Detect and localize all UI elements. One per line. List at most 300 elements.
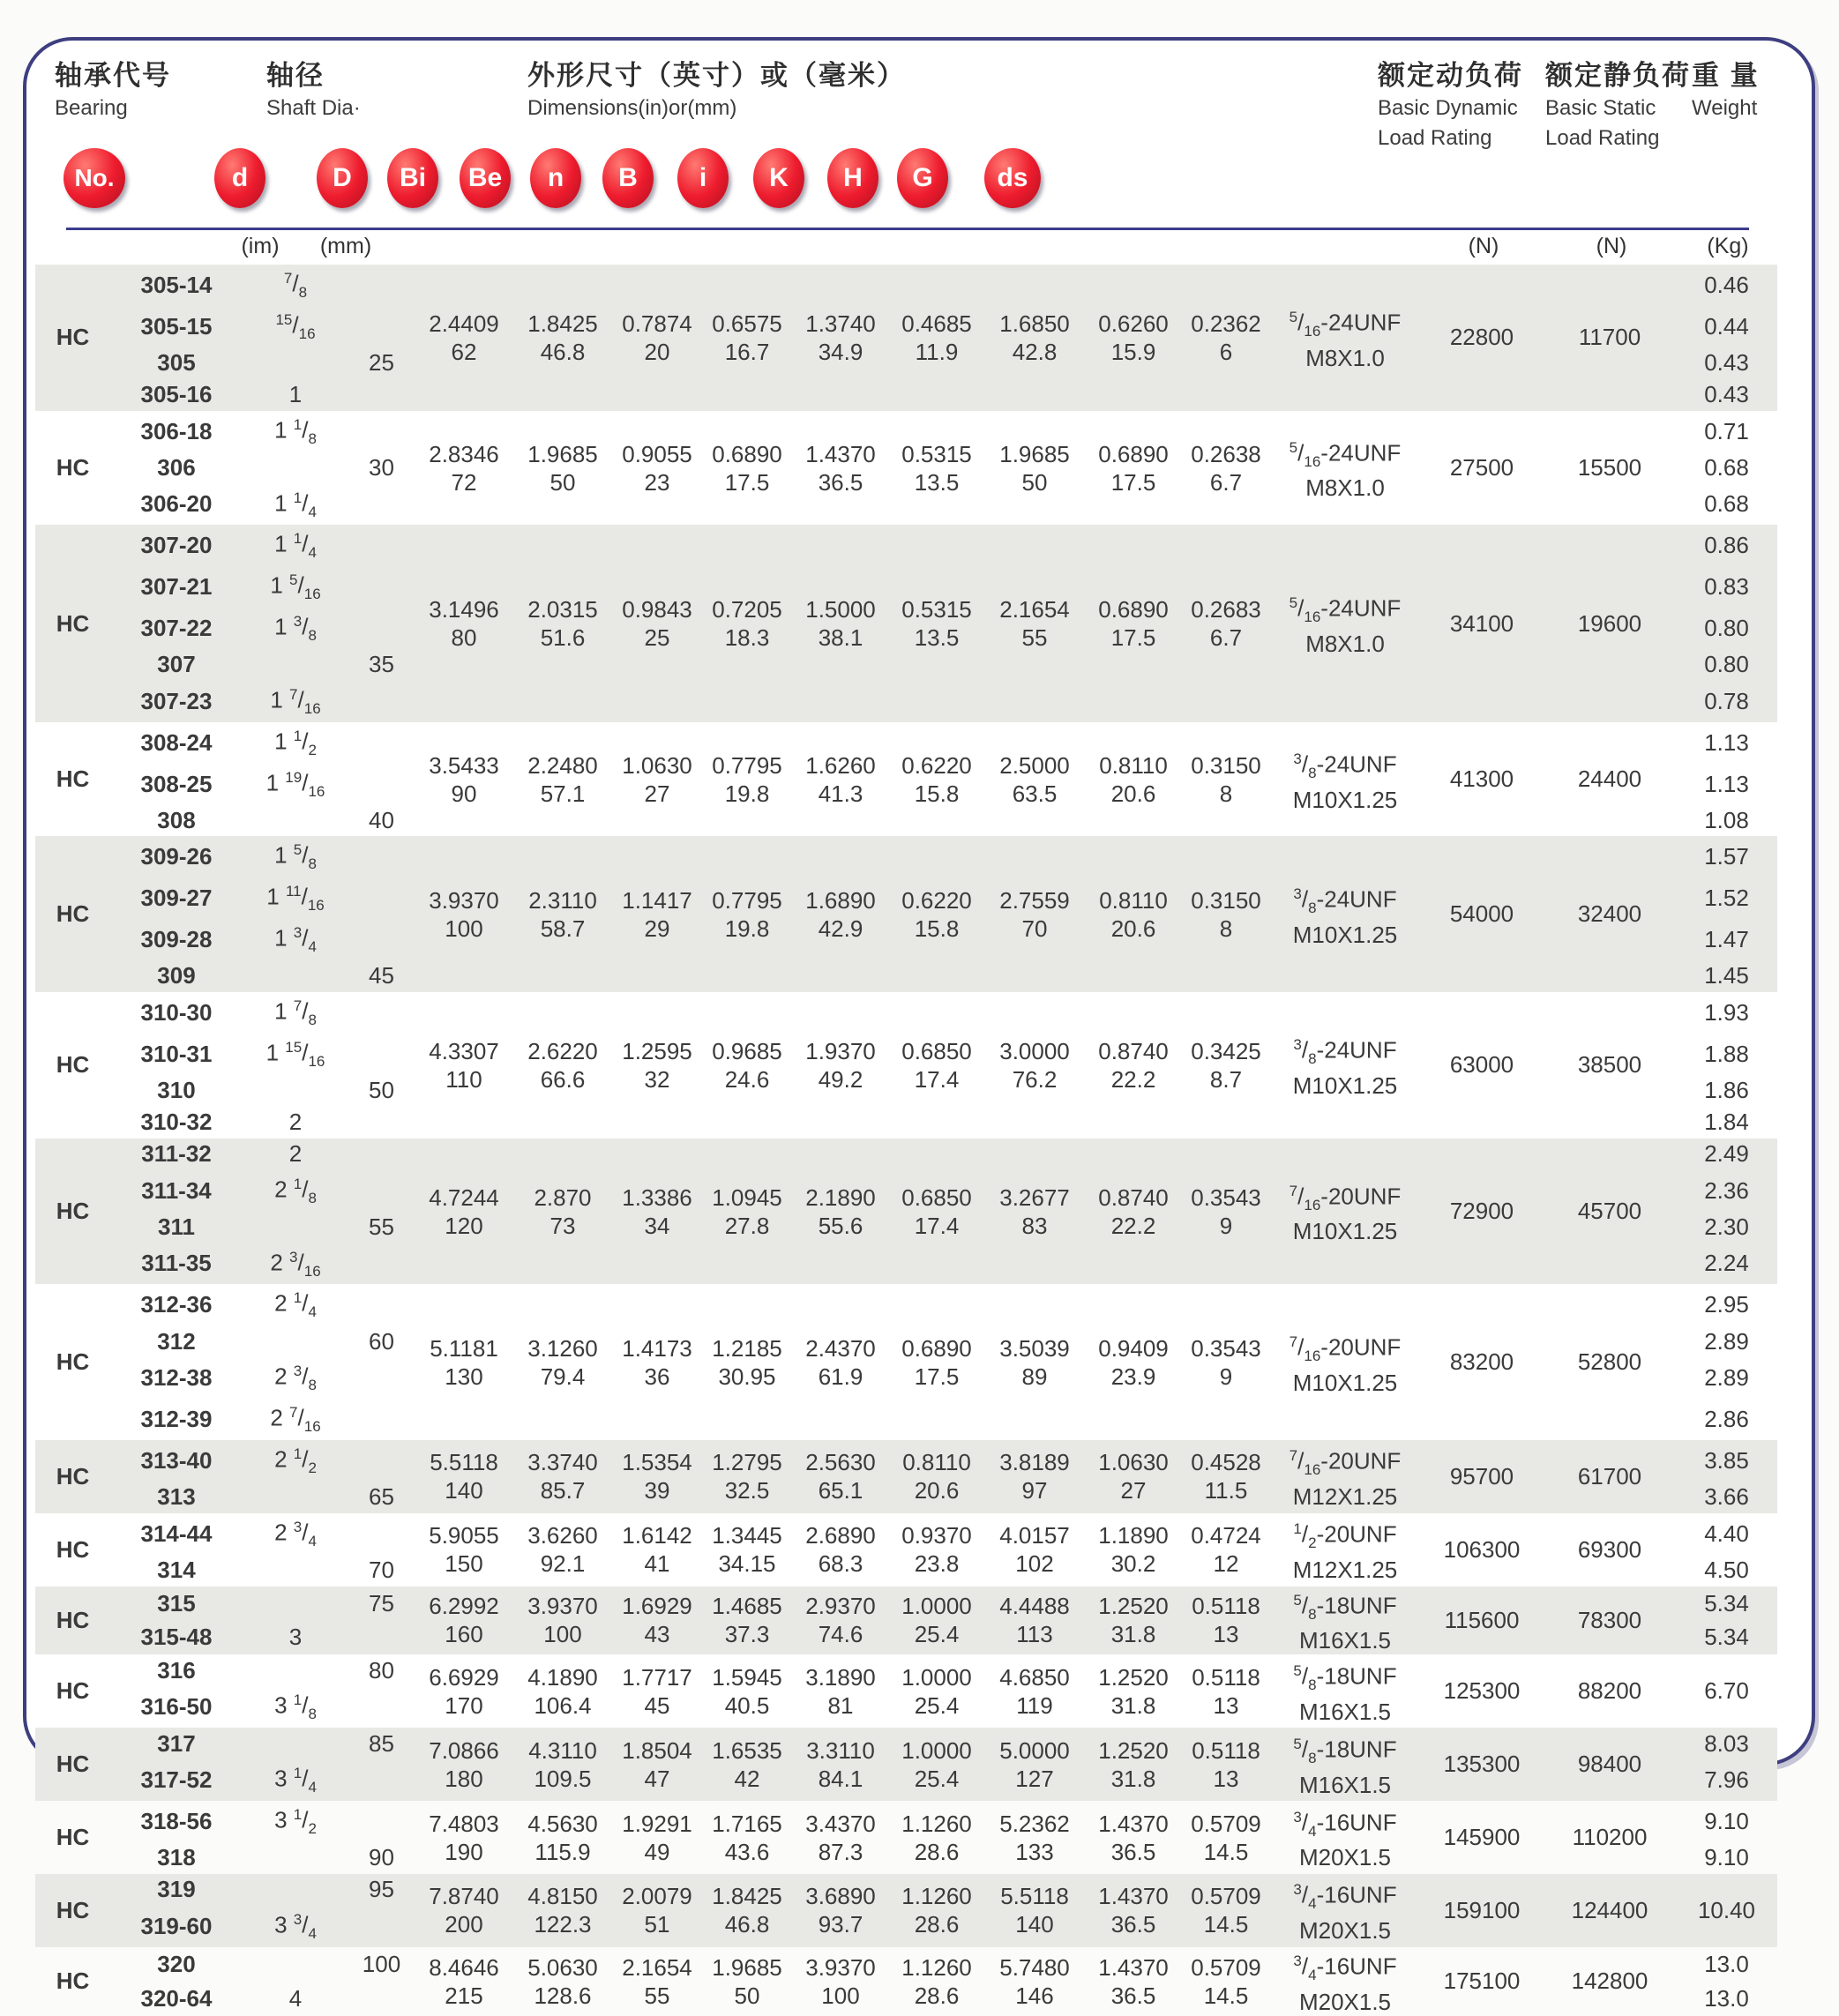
weight-value: 10.40 (1676, 1874, 1777, 1947)
header-divider (66, 228, 1749, 230)
shaft-dia-mm: 70 (369, 1557, 394, 1584)
dim-D: 7.4803 190 (429, 1810, 499, 1865)
dim-K: 4.4488 113 (984, 1587, 1085, 1655)
static-load-value: 98400 (1544, 1728, 1676, 1801)
shaft-dia-mm: 55 (348, 1212, 415, 1243)
dim-H: 0.8110 20.6 (1099, 751, 1168, 807)
dim-D: 3.1496 80 (415, 525, 513, 721)
dim-Bi: 3.6260 92.1 (527, 1522, 598, 1578)
dim-n: 0.7795 19.8 (702, 836, 792, 992)
bearing-no: 312-38 (140, 1364, 213, 1392)
header-weight (1692, 60, 1760, 122)
header-bearing-en: Bearing (55, 96, 128, 120)
unit-shaft-in: (im) (241, 234, 280, 258)
group-prefix: HC (56, 1535, 90, 1563)
dim-B: 2.9370 74.6 (792, 1587, 889, 1655)
weight-value: 0.44 (1676, 306, 1777, 347)
shaft-dia-in: 3 $^3/_4$ (243, 1906, 348, 1947)
shaft-dia-mm (348, 764, 415, 805)
static-load-value: 78300 (1544, 1587, 1676, 1655)
dim-n: 0.6890 17.5 (712, 440, 782, 496)
dynamic-load-value: 175100 (1443, 1967, 1521, 1995)
bearing-no: 307 (110, 649, 243, 681)
dim-G: 0.3543 9 (1191, 1334, 1261, 1390)
static-load-value: 88200 (1577, 1677, 1642, 1705)
shaft-dia-in (243, 347, 348, 379)
shaft-dia-mm (348, 1357, 415, 1399)
dim-i: 0.9370 23.8 (901, 1522, 972, 1578)
dim-n: 1.5945 40.5 (712, 1663, 782, 1719)
dim-G: 0.5118 13 (1192, 1663, 1260, 1719)
shaft-dia-mm (348, 411, 415, 452)
bearing-no: 319 (110, 1874, 243, 1906)
header-dynamic-load-zh: 额定动负荷 (1378, 60, 1523, 91)
shaft-dia-mm: 80 (369, 1656, 394, 1684)
bearing-no: 308 (157, 806, 196, 833)
dim-Be: 1.2595 32 (622, 1037, 692, 1093)
static-load-value: 61700 (1544, 1440, 1676, 1513)
shaft-dia-mm (348, 1034, 415, 1075)
bearing-no: 307-22 (110, 608, 243, 649)
dim-Be: 1.3386 34 (612, 1139, 702, 1285)
dim-D: 5.1181 130 (430, 1334, 498, 1390)
column-badge-K: K (753, 148, 804, 208)
dim-G: 0.4528 11.5 (1182, 1440, 1270, 1513)
header-dynamic-load-en2: Load Rating (1378, 126, 1492, 150)
dim-n: 1.8425 46.8 (702, 1874, 792, 1947)
column-badge-no: No. (64, 148, 125, 208)
dim-Be: 0.7874 20 (612, 265, 702, 411)
dim-ds: $^7/_{16}-20UNF$ M12X1.25 (1270, 1440, 1420, 1513)
bearing-no: 309 (110, 960, 243, 992)
bearing-no: 309-26 (110, 836, 243, 877)
static-load-value: 45700 (1544, 1139, 1676, 1285)
dim-K: 4.0157 102 (999, 1522, 1070, 1578)
dim-G: 0.3150 8 (1182, 836, 1270, 992)
shaft-dia-mm (348, 836, 415, 877)
group-prefix: HC (56, 1824, 90, 1851)
table-row (35, 1440, 1777, 1482)
bearing-no: 318-56 (140, 1808, 213, 1835)
dim-i: 1.1260 28.6 (901, 1953, 972, 2009)
dim-ds: $^3/_4-16UNF$ M20X1.5 (1293, 1952, 1397, 2015)
dynamic-load-value: 125300 (1443, 1677, 1521, 1705)
shaft-dia-mm (348, 1801, 415, 1842)
weight-value: 0.78 (1676, 681, 1777, 722)
shaft-dia-mm (348, 1759, 415, 1801)
bearing-no: 317 (110, 1728, 243, 1759)
group-prefix: HC (35, 1874, 110, 1947)
dim-i: 0.6850 17.4 (889, 1139, 984, 1285)
weight-value: 0.71 (1704, 417, 1749, 444)
column-badge-n: n (530, 148, 581, 208)
dim-B: 3.3110 84.1 (792, 1728, 889, 1801)
dim-Bi: 4.8150 122.3 (513, 1874, 612, 1947)
shaft-dia-mm: 25 (348, 347, 415, 379)
weight-value: 0.43 (1676, 347, 1777, 379)
static-load-value: 142800 (1571, 1967, 1648, 1995)
shaft-dia-mm (348, 722, 415, 764)
dim-ds: $^3/_8-24UNF$ M10X1.25 (1292, 750, 1398, 813)
shaft-dia-in: 3 $^1/_8$ (274, 1691, 317, 1723)
bearing-no: 307-20 (110, 525, 243, 566)
dim-G: 0.5118 13 (1182, 1728, 1270, 1801)
dim-n: 1.2185 30.95 (712, 1334, 782, 1390)
shaft-dia-in: 1 $^3/_4$ (243, 919, 348, 960)
dim-B: 1.5000 38.1 (792, 525, 889, 721)
bearing-no: 312-39 (140, 1405, 213, 1432)
static-load-value: 11700 (1544, 265, 1676, 411)
shaft-dia-in: 2 $^1/_4$ (274, 1289, 317, 1321)
header-dimensions-en: Dimensions(in)or(mm) (527, 96, 737, 120)
table-row (35, 1587, 1777, 1621)
weight-value: 0.68 (1704, 490, 1749, 518)
dim-ds: $^5/_{16}-24UNF$ M8X1.0 (1270, 525, 1420, 721)
dim-K: 2.7559 70 (984, 836, 1085, 992)
weight-value: 1.13 (1704, 770, 1749, 797)
bearing-no: 315 (110, 1587, 243, 1621)
dim-K: 4.6850 119 (999, 1663, 1070, 1719)
table-row (35, 1513, 1777, 1555)
dim-i: 0.4685 11.9 (889, 265, 984, 411)
shaft-dia-in: $^{15}/_{16}$ (243, 306, 348, 347)
dim-H: 1.2520 31.8 (1098, 1663, 1169, 1719)
dim-Be: 1.7717 45 (622, 1663, 692, 1719)
group-prefix: HC (56, 454, 90, 482)
table-row (35, 992, 1777, 1034)
shaft-dia-in (243, 1482, 348, 1513)
dim-Be: 0.9055 23 (622, 440, 692, 496)
dynamic-load-value: 22800 (1420, 265, 1544, 411)
bearing-table (35, 265, 1777, 2016)
dim-D: 6.2992 160 (415, 1587, 513, 1655)
bearing-no: 307-23 (110, 681, 243, 722)
shaft-dia-in: 2 $^7/_{16}$ (270, 1404, 321, 1435)
dim-Be: 1.4173 36 (622, 1334, 692, 1390)
bearing-no: 317-52 (110, 1759, 243, 1801)
dim-Bi: 5.0630 128.6 (527, 1953, 598, 2009)
shaft-dia-in: 1 $^3/_8$ (243, 608, 348, 649)
dim-G: 0.3425 8.7 (1191, 1037, 1261, 1093)
shaft-dia-in: 1 $^1/_2$ (274, 727, 317, 758)
dim-K: 3.2677 83 (984, 1139, 1085, 1285)
bearing-no: 310 (157, 1077, 196, 1104)
group-prefix: HC (35, 525, 110, 721)
shaft-dia-in: 1 $^1/_4$ (243, 525, 348, 566)
weight-value: 0.80 (1676, 649, 1777, 681)
dim-Be: 2.1654 55 (622, 1953, 692, 2009)
dim-H: 0.9409 23.9 (1098, 1334, 1169, 1390)
bearing-no: 311-35 (110, 1243, 243, 1285)
bearing-no: 313-40 (110, 1440, 243, 1482)
header-shaft-dia (266, 60, 361, 122)
table-row (35, 1139, 1777, 1170)
weight-value: 2.89 (1704, 1327, 1749, 1355)
dim-K: 5.2362 133 (999, 1810, 1070, 1865)
unit-static: (N) (1596, 234, 1627, 258)
dim-Be: 1.8504 47 (612, 1728, 702, 1801)
dim-n: 1.9685 50 (712, 1953, 782, 2009)
static-load-value: 15500 (1577, 454, 1642, 482)
dim-Bi: 1.9685 50 (527, 440, 598, 496)
unit-weight: (Kg) (1707, 234, 1749, 258)
dim-Bi: 2.2480 57.1 (527, 751, 598, 807)
dim-D: 5.5118 140 (415, 1440, 513, 1513)
dim-i: 1.0000 25.4 (889, 1587, 984, 1655)
dim-G: 0.5709 14.5 (1182, 1874, 1270, 1947)
weight-value: 2.86 (1704, 1405, 1749, 1432)
dim-K: 5.5118 140 (984, 1874, 1085, 1947)
weight-value: 0.43 (1676, 379, 1777, 411)
shaft-dia-mm (348, 992, 415, 1034)
weight-value: 0.80 (1676, 608, 1777, 649)
header-static-load-en2: Load Rating (1545, 126, 1660, 150)
shaft-dia-in: 1 $^5/_{16}$ (243, 566, 348, 608)
shaft-dia-in (243, 1587, 348, 1621)
dim-H: 1.4370 36.5 (1098, 1953, 1169, 2009)
shaft-dia-in: 2 $^3/_8$ (274, 1363, 317, 1394)
dim-ds: $^5/_8-18UNF$ M16X1.5 (1293, 1661, 1397, 1725)
bearing-no: 308-25 (140, 770, 213, 797)
static-load-value: 52800 (1577, 1348, 1642, 1376)
shaft-dia-in (243, 1212, 348, 1243)
dynamic-load-value: 41300 (1449, 765, 1514, 793)
weight-value: 3.85 (1676, 1440, 1777, 1482)
dim-B: 2.4370 61.9 (805, 1334, 876, 1390)
bearing-no: 312 (157, 1327, 196, 1355)
shaft-dia-mm: 85 (348, 1728, 415, 1759)
shaft-dia-mm (348, 306, 415, 347)
dim-B: 3.4370 87.3 (805, 1810, 876, 1865)
shaft-dia-mm (348, 877, 415, 919)
shaft-dia-mm (348, 484, 415, 526)
dim-i: 1.0000 25.4 (889, 1728, 984, 1801)
dim-ds: $^5/_8-18UNF$ M16X1.5 (1270, 1728, 1420, 1801)
shaft-dia-mm (348, 1982, 415, 2016)
shaft-dia-in: 2 $^3/_4$ (274, 1518, 317, 1549)
dim-D: 2.4409 62 (415, 265, 513, 411)
group-prefix: HC (56, 765, 90, 793)
shaft-dia-in (243, 1947, 348, 1982)
dim-n: 1.0945 27.8 (702, 1139, 792, 1285)
weight-value: 2.89 (1704, 1364, 1749, 1392)
dim-G: 0.5709 14.5 (1191, 1953, 1261, 2009)
dim-Be: 1.0630 27 (622, 751, 692, 807)
dim-ds: $^3/_4-16UNF$ M20X1.5 (1270, 1874, 1420, 1947)
header-shaft-dia-zh: 轴径 (266, 60, 325, 91)
dim-G: 0.3150 8 (1191, 751, 1261, 807)
dim-ds: $^5/_{16}-24UNF$ M8X1.0 (1270, 265, 1420, 411)
bearing-no: 310-31 (140, 1040, 213, 1067)
dim-B: 2.5630 65.1 (792, 1440, 889, 1513)
dim-K: 3.5039 89 (999, 1334, 1070, 1390)
group-prefix: HC (35, 1728, 110, 1801)
column-badge-G: G (897, 148, 948, 208)
dim-G: 0.2362 6 (1182, 265, 1270, 411)
group-prefix: HC (35, 1440, 110, 1513)
dim-ds: $^5/_8-18UNF$ M16X1.5 (1270, 1587, 1420, 1655)
bearing-no: 311 (110, 1212, 243, 1243)
dim-Be: 1.1417 29 (612, 836, 702, 992)
weight-value: 5.34 (1676, 1620, 1777, 1654)
dim-B: 3.6890 93.7 (792, 1874, 889, 1947)
dim-Bi: 4.5630 115.9 (527, 1810, 598, 1865)
dim-Be: 1.5354 39 (612, 1440, 702, 1513)
weight-value: 1.84 (1704, 1109, 1749, 1136)
shaft-dia-in (243, 1874, 348, 1906)
group-prefix: HC (35, 1139, 110, 1285)
dim-ds: $^3/_8-24UNF$ M10X1.25 (1292, 1035, 1398, 1099)
static-load-value: 32400 (1544, 836, 1676, 992)
bearing-no: 305 (110, 347, 243, 379)
dim-G: 0.4724 12 (1191, 1522, 1261, 1578)
dim-B: 1.6890 42.9 (792, 836, 889, 992)
column-badge-H: H (827, 148, 878, 208)
bearing-no: 305-14 (110, 265, 243, 306)
dim-B: 1.3740 34.9 (792, 265, 889, 411)
dim-Bi: 2.3110 58.7 (513, 836, 612, 992)
dim-Bi: 3.3740 85.7 (513, 1440, 612, 1513)
static-load-value: 19600 (1544, 525, 1676, 721)
shaft-dia-in (243, 1075, 348, 1107)
shaft-dia-in: 1 $^1/_4$ (274, 489, 317, 520)
dim-B: 1.4370 36.5 (805, 440, 876, 496)
shaft-dia-in: 4 (288, 1984, 303, 2012)
dim-n: 0.6575 16.7 (702, 265, 792, 411)
shaft-dia-mm (348, 525, 415, 566)
dim-D: 8.4646 215 (429, 1953, 499, 2009)
dim-i: 0.5315 13.5 (889, 525, 984, 721)
dim-Bi: 4.1890 106.4 (527, 1663, 598, 1719)
weight-value: 0.68 (1704, 454, 1749, 482)
dim-H: 1.4370 36.5 (1085, 1874, 1182, 1947)
weight-value: 1.93 (1704, 998, 1749, 1026)
shaft-dia-in: 1 $^{19}/_{16}$ (265, 768, 325, 800)
bearing-no: 318 (157, 1844, 196, 1871)
table-row (35, 1728, 1777, 1759)
shaft-dia-in: 3 $^1/_2$ (274, 1806, 317, 1837)
column-badge-B: B (602, 148, 654, 208)
bearing-no: 314-44 (140, 1519, 213, 1547)
group-prefix: HC (56, 1348, 90, 1376)
table-row (35, 1947, 1777, 1982)
shaft-dia-in (243, 1728, 348, 1759)
dim-B: 2.1890 55.6 (792, 1139, 889, 1285)
shaft-dia-mm: 30 (369, 454, 394, 482)
dynamic-load-value: 145900 (1443, 1824, 1521, 1851)
shaft-dia-in: 2 $^1/_8$ (243, 1170, 348, 1212)
bearing-no: 306 (157, 454, 196, 482)
dim-B: 1.6260 41.3 (805, 751, 876, 807)
dim-i: 0.6890 17.5 (901, 1334, 972, 1390)
bearing-no: 314 (157, 1557, 196, 1584)
dim-K: 5.7480 146 (999, 1953, 1070, 2009)
bearing-no: 313 (110, 1482, 243, 1513)
dim-G: 0.2638 6.7 (1191, 440, 1261, 496)
dim-D: 4.3307 110 (429, 1037, 499, 1093)
dim-n: 1.6535 42 (702, 1728, 792, 1801)
dim-K: 1.9685 50 (999, 440, 1070, 496)
shaft-dia-in: 1 $^7/_{16}$ (243, 681, 348, 722)
column-badge-Be: Be (460, 148, 511, 208)
dim-Bi: 3.1260 79.4 (527, 1334, 598, 1390)
shaft-dia-in (243, 1842, 348, 1874)
dim-ds: $^7/_{16}-20UNF$ M10X1.25 (1289, 1333, 1402, 1396)
bearing-no: 319-60 (110, 1906, 243, 1947)
column-badge-d: d (214, 148, 265, 208)
weight-value: 2.24 (1676, 1243, 1777, 1285)
unit-shaft-mm: (mm) (319, 234, 372, 258)
shaft-dia-in (243, 452, 348, 484)
weight-value: 1.47 (1676, 919, 1777, 960)
table-row (35, 411, 1777, 452)
group-prefix: HC (35, 1587, 110, 1655)
dim-H: 1.0630 27 (1085, 1440, 1182, 1513)
bearing-no: 309-28 (110, 919, 243, 960)
shaft-dia-in (243, 649, 348, 681)
header-weight-en: Weight (1692, 96, 1758, 120)
dynamic-load-value: 115600 (1420, 1587, 1544, 1655)
dim-n: 0.7795 19.8 (712, 751, 782, 807)
shaft-dia-mm (348, 265, 415, 306)
weight-value: 2.95 (1704, 1291, 1749, 1318)
dim-D: 4.7244 120 (415, 1139, 513, 1285)
dim-H: 1.2520 31.8 (1085, 1728, 1182, 1801)
bearing-no: 310-30 (140, 998, 213, 1026)
weight-value: 4.40 (1704, 1519, 1749, 1547)
header-static-load-zh: 额定静负荷 (1545, 60, 1691, 91)
dim-H: 0.8110 20.6 (1085, 836, 1182, 992)
unit-dynamic: (N) (1468, 234, 1499, 258)
shaft-dia-in: 1 $^5/_8$ (243, 836, 348, 877)
weight-value: 1.86 (1704, 1077, 1749, 1104)
dim-i: 0.6220 15.8 (901, 751, 972, 807)
shaft-dia-in: 1 $^{11}/_{16}$ (243, 877, 348, 919)
shaft-dia-in: 3 (243, 1620, 348, 1654)
shaft-dia-in (243, 960, 348, 992)
shaft-dia-mm (348, 379, 415, 411)
dim-B: 3.9370 100 (805, 1953, 876, 2009)
dim-H: 0.6260 15.9 (1085, 265, 1182, 411)
static-load-value: 24400 (1577, 765, 1642, 793)
weight-value: 7.96 (1676, 1759, 1777, 1801)
dim-G: 0.5709 14.5 (1191, 1810, 1261, 1865)
table-row (35, 836, 1777, 877)
dim-n: 0.7205 18.3 (702, 525, 792, 721)
dynamic-load-value: 72900 (1420, 1139, 1544, 1285)
static-load-value: 69300 (1577, 1535, 1642, 1563)
dynamic-load-value: 135300 (1420, 1728, 1544, 1801)
shaft-dia-mm (348, 681, 415, 722)
dim-D: 2.8346 72 (429, 440, 499, 496)
weight-value: 8.03 (1676, 1728, 1777, 1759)
header-dynamic-load (1378, 60, 1523, 152)
weight-value: 6.70 (1704, 1677, 1749, 1705)
shaft-dia-in: 1 (243, 379, 348, 411)
column-badge-Bi: Bi (387, 148, 438, 208)
dynamic-load-value: 106300 (1443, 1535, 1521, 1563)
shaft-dia-mm: 75 (348, 1587, 415, 1621)
table-row (35, 1801, 1777, 1842)
dim-n: 1.2795 32.5 (702, 1440, 792, 1513)
dim-D: 3.9370 100 (415, 836, 513, 992)
weight-value: 0.83 (1676, 566, 1777, 608)
dim-D: 7.8740 200 (415, 1874, 513, 1947)
bearing-no: 312-36 (140, 1291, 213, 1318)
weight-value: 1.88 (1704, 1040, 1749, 1067)
shaft-dia-mm: 40 (369, 806, 394, 833)
header-dimensions (527, 60, 906, 122)
